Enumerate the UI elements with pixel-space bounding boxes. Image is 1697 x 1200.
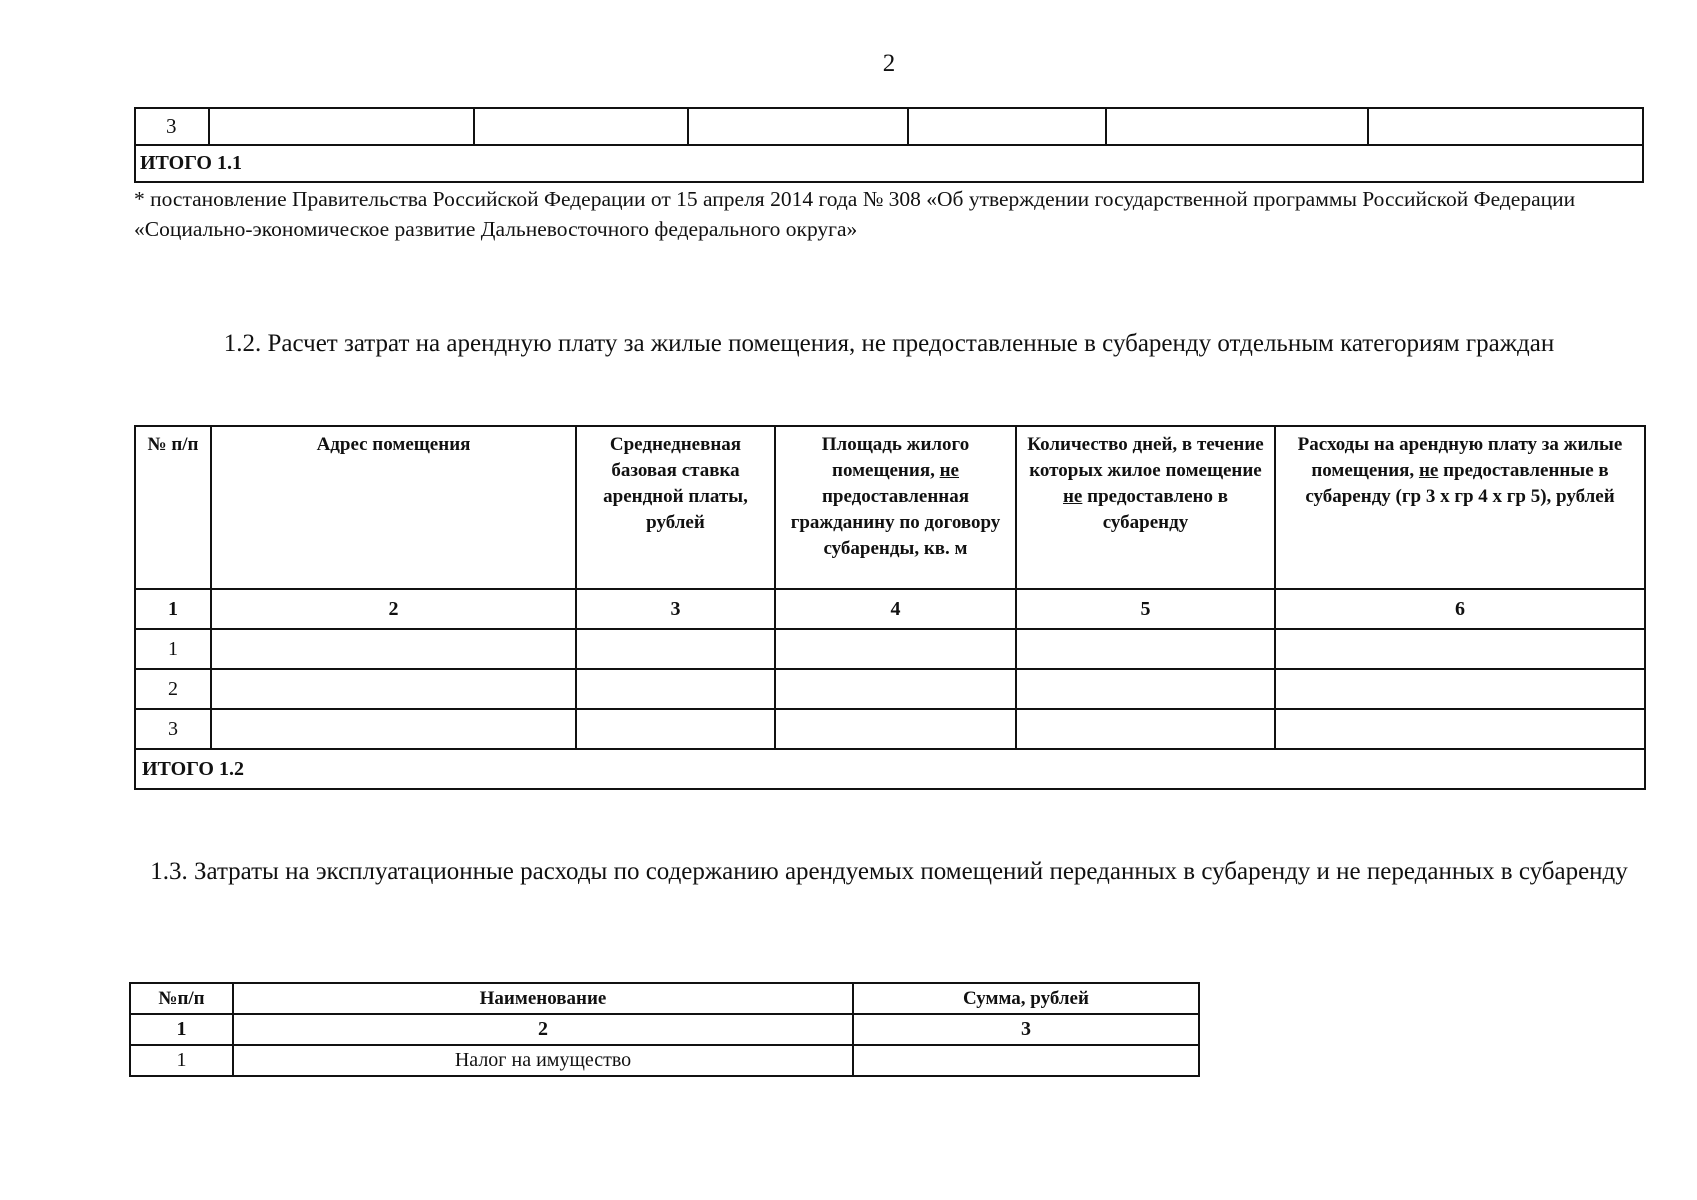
header-area: Площадь жилого помещения, не предоставленная гражданину по договору субаренды, кв. м bbox=[775, 426, 1016, 589]
item-sum-cell bbox=[853, 1045, 1199, 1076]
header-daily-rate: Среднедневная базовая ставка арендной платы, рублей bbox=[576, 426, 775, 589]
total-row bbox=[135, 749, 1645, 789]
header-name: Наименование bbox=[233, 983, 853, 1014]
column-index: 4 bbox=[775, 589, 1016, 629]
table-row bbox=[130, 1045, 1199, 1076]
column-index: 1 bbox=[135, 589, 211, 629]
header-expenses: Расходы на арендную плату за жилые помещения, не предоставленные в субаренду (гр 3 х гр 4 х гр 5), рублей bbox=[1275, 426, 1645, 589]
empty-cell bbox=[211, 669, 576, 709]
total-row bbox=[135, 145, 1643, 182]
empty-cell bbox=[688, 108, 908, 145]
empty-cell bbox=[211, 629, 576, 669]
section-1-3-heading: 1.3. Затраты на эксплуатационные расходы по содержанию арендуемых помещений переданных в субаренду и не переданных в субаренду bbox=[150, 858, 1628, 885]
table-row bbox=[135, 709, 1645, 749]
empty-cell bbox=[474, 108, 688, 145]
header-row bbox=[130, 983, 1199, 1014]
item-name-cell: Налог на имущество bbox=[233, 1045, 853, 1076]
row-number-cell: 3 bbox=[135, 108, 209, 145]
empty-cell bbox=[1016, 629, 1275, 669]
header-number: № п/п bbox=[135, 426, 211, 589]
column-index: 2 bbox=[211, 589, 576, 629]
empty-cell bbox=[1275, 629, 1645, 669]
empty-cell bbox=[775, 709, 1016, 749]
total-label: ИТОГО 1.1 bbox=[135, 145, 1643, 182]
header-address: Адрес помещения bbox=[211, 426, 576, 589]
total-label: ИТОГО 1.2 bbox=[135, 749, 1645, 789]
row-number-cell: 3 bbox=[135, 709, 211, 749]
header-sum: Сумма, рублей bbox=[853, 983, 1199, 1014]
page-number: 2 bbox=[882, 50, 896, 77]
table-1-2 bbox=[134, 425, 1646, 790]
empty-cell bbox=[1275, 709, 1645, 749]
empty-cell bbox=[1106, 108, 1368, 145]
column-index: 6 bbox=[1275, 589, 1645, 629]
row-number-cell: 2 bbox=[135, 669, 211, 709]
column-index-row bbox=[130, 1014, 1199, 1045]
column-index: 3 bbox=[853, 1014, 1199, 1045]
empty-cell bbox=[908, 108, 1106, 145]
empty-cell bbox=[1368, 108, 1643, 145]
empty-cell bbox=[576, 709, 775, 749]
empty-cell bbox=[775, 629, 1016, 669]
header-days: Количество дней, в течение которых жилое помещение не предоставлено в субаренду bbox=[1016, 426, 1275, 589]
empty-cell bbox=[211, 709, 576, 749]
column-index: 5 bbox=[1016, 589, 1275, 629]
row-number-cell: 1 bbox=[135, 629, 211, 669]
footnote: * постановление Правительства Российской Федерации от 15 апреля 2014 года № 308 «Об утверждении государственной программы Российской Федерации «Социально-экономическое развитие Дальневосточного федерального округа» bbox=[134, 187, 1576, 241]
column-index: 3 bbox=[576, 589, 775, 629]
header-row bbox=[135, 426, 1645, 589]
section-1-2-heading: 1.2. Расчет затрат на арендную плату за жилые помещения, не предоставленные в субаренду отдельным категориям граждан bbox=[223, 330, 1555, 357]
empty-cell bbox=[775, 669, 1016, 709]
empty-cell bbox=[576, 629, 775, 669]
empty-cell bbox=[1016, 709, 1275, 749]
table-1-1-tail bbox=[134, 107, 1644, 183]
empty-cell bbox=[209, 108, 474, 145]
column-index: 1 bbox=[130, 1014, 233, 1045]
header-number: №п/п bbox=[130, 983, 233, 1014]
table-row bbox=[135, 629, 1645, 669]
table-row bbox=[135, 669, 1645, 709]
empty-cell bbox=[1275, 669, 1645, 709]
table-1-3 bbox=[129, 982, 1200, 1077]
column-index-row bbox=[135, 589, 1645, 629]
empty-cell bbox=[1016, 669, 1275, 709]
row-number-cell: 1 bbox=[130, 1045, 233, 1076]
table-row bbox=[135, 108, 1643, 145]
empty-cell bbox=[576, 669, 775, 709]
column-index: 2 bbox=[233, 1014, 853, 1045]
